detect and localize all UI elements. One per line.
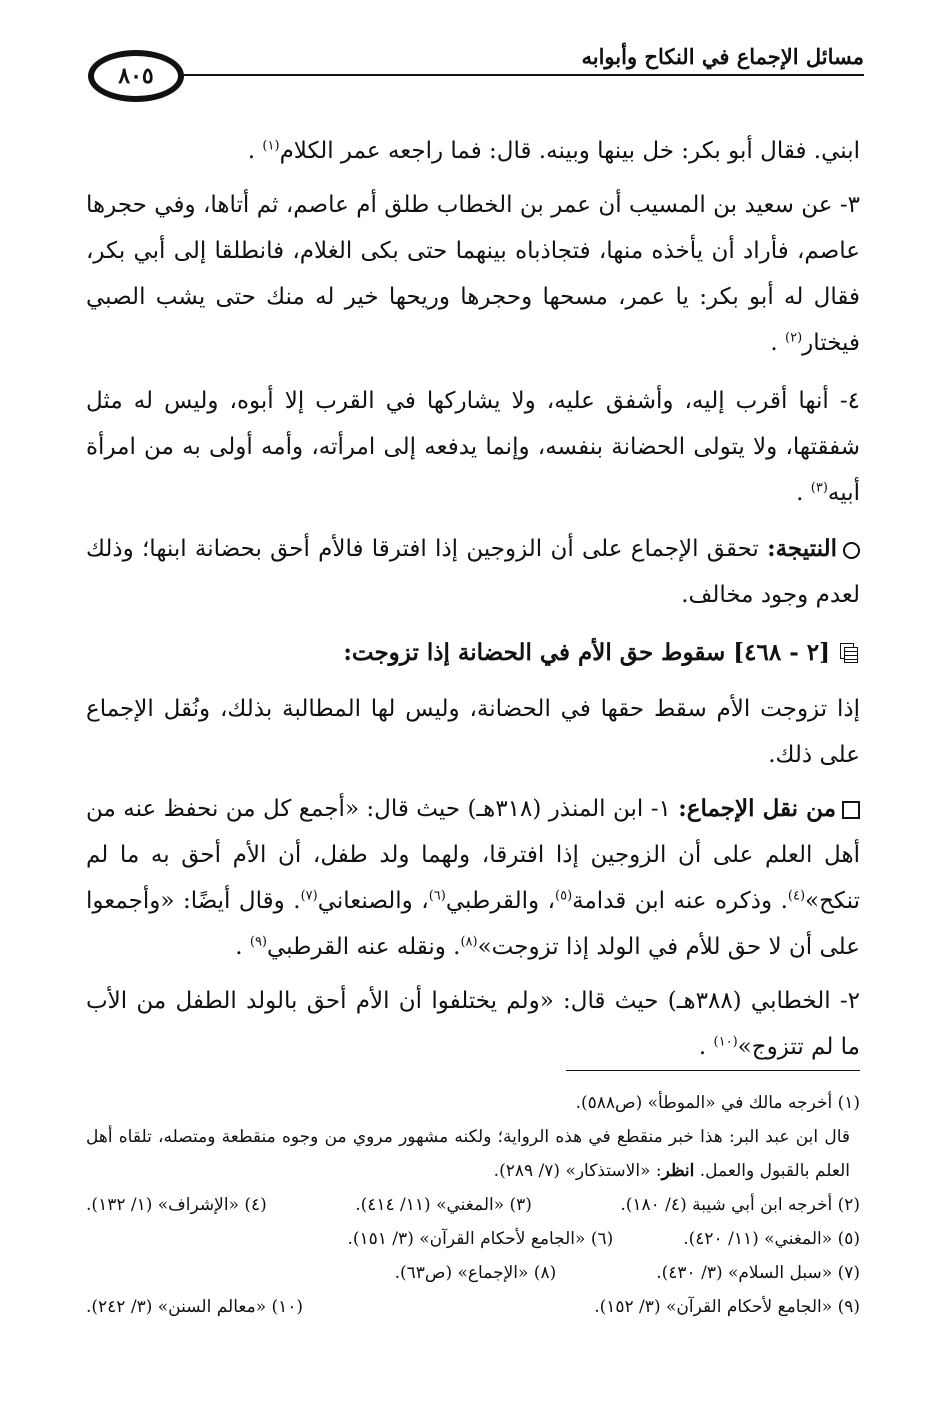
page-number: ٨٠٥: [118, 63, 154, 89]
footnote-ref-4[interactable]: (٤): [787, 888, 806, 904]
footnote-rule: [566, 1070, 860, 1071]
footnote-ref-5[interactable]: (٥): [555, 888, 573, 904]
footnote-row-7-8: [86, 1256, 860, 1290]
circle-bullet-icon: [843, 542, 860, 559]
footnote-2: (٢) أخرجه ابن أبي شيبة (٤/ ١٨٠).: [620, 1195, 860, 1215]
footnote-1-note: قال ابن عبد البر: هذا خبر منقطع في هذه الرواية؛ ولكنه مشهور مروي من وجوه منقطعة ومتصله، تلقاه أهل العلم بالقبول والعمل. انظر: «الاستذكار» (٧/ ٢٨٩).: [86, 1127, 850, 1181]
footnote-8: (٨) «الإجماع» (ص٦٣).: [394, 1263, 557, 1283]
transmitter-2: ٢- الخطابي (٣٨٨هـ) حيث قال: «ولم يختلفوا أن الأم أحق بالولد الطفل من الأب ما لم تتزوج»$^{(١٠)}$ .: [86, 988, 860, 1060]
footnote-4: (٤) «الإشراف» (١/ ١٣٢).: [86, 1195, 267, 1215]
footnotes: [86, 1086, 860, 1324]
square-bullet-icon: [842, 801, 860, 819]
footnote-ref-8[interactable]: (٨): [460, 934, 478, 950]
footnote-5: (٥) «المغني» (١١/ ٤٢٠).: [683, 1229, 860, 1249]
result-label: النتيجة:: [767, 535, 837, 562]
result-paragraph: النتيجة: تحقق الإجماع على أن الزوجين إذا افترقا فالأم أحق بحضانة ابنها؛ وذلك لعدم وجود مخالف.: [86, 535, 860, 608]
footnote-ref-7[interactable]: (٧): [300, 888, 318, 904]
paragraph-3: ٣- عن سعيد بن المسيب أن عمر بن الخطاب طلق أم عاصم، ثم أتاها، وفي حجرها عاصم، فأراد أن يأخذه منها، فتجاذباه بينهما حتى بكى الغلام، فانطلقا إلى أبي بكر، فقال له أبو بكر: يا عمر، مسحها وحجرها وريحها خير له منك حتى يشب الصبي فيختار$^{(٢)}$ .: [86, 192, 860, 356]
footnote-ref-10[interactable]: (١٠): [713, 1034, 738, 1050]
header-rule: [178, 74, 864, 76]
see-label: انظر: [661, 1161, 695, 1181]
footnote-6: (٦) «الجامع لأحكام القرآن» (٣/ ١٥١).: [347, 1229, 614, 1249]
footnote-ref-6[interactable]: (٦): [428, 888, 446, 904]
transmitter-1: من نقل الإجماع: ١- ابن المنذر (٣١٨هـ) حيث قال: «أجمع كل من نحفظ عنه من أهل العلم على أن الزوجين إذا افترقا، ولهما ولد طفل، أن الأم أحق به ما لم تنكح»$^{(٤)}$. وذكره عنه ابن قدامة$^{(٥)}$، والقرطبي$^{(٦)}$، والصنعاني$^{(٧)}$. وقال أيضًا: «وأجمعوا على أن لا حق للأم في الولد إذا تزوجت»$^{(٨)}$. ونقله عنه القرطبي$^{(٩)}$ .: [86, 795, 860, 960]
footnote-7: (٧) «سبل السلام» (٣/ ٤٣٠).: [656, 1263, 860, 1283]
footnote-1: (١) أخرجه مالك في «الموطأ» (ص٥٨٨).: [575, 1093, 860, 1113]
running-header-title: مسائل الإجماع في النكاح وأبوابه: [581, 44, 864, 69]
footnote-ref-9[interactable]: (٩): [249, 934, 267, 950]
document-icon: [840, 643, 860, 665]
footnote-ref-2[interactable]: (٢): [785, 330, 803, 346]
page-number-badge: [88, 50, 184, 102]
footnote-row-9-10: [86, 1290, 860, 1324]
section-intro: إذا تزوجت الأم سقط حقها في الحضانة، وليس لها المطالبة بذلك، ونُقل الإجماع على ذلك.: [86, 696, 860, 768]
footnote-row-2-4: [86, 1188, 860, 1222]
footnote-3: (٣) «المغني» (١١/ ٤١٤).: [355, 1195, 532, 1215]
paragraph-1: ابني. فقال أبو بكر: خل بينها وبينه. قال: فما راجعه عمر الكلام$^{(١)}$ .: [247, 138, 860, 164]
transmitters-label: من نقل الإجماع:: [678, 795, 837, 822]
footnote-9: (٩) «الجامع لأحكام القرآن» (٣/ ١٥٢).: [594, 1297, 860, 1317]
footnote-ref-3[interactable]: (٣): [810, 480, 828, 496]
paragraph-4: ٤- أنها أقرب إليه، وأشفق عليه، ولا يشاركها في القرب إلا أبوه، وليس له مثل شفقتها، ولا يتولى الحضانة بنفسه، وإنما يدفعه إلى امرأته، وأمه أولى به من امرأة أبيه$^{(٣)}$ .: [86, 388, 860, 506]
section-heading: [٢ - ٤٦٨] سقوط حق الأم في الحضانة إذا تزوجت:: [86, 630, 860, 676]
main-text: [86, 128, 860, 1070]
footnote-10: (١٠) «معالم السنن» (٣/ ٢٤٢).: [86, 1297, 304, 1317]
footnote-ref-1[interactable]: (١): [262, 138, 280, 154]
footnote-row-5-6: [86, 1222, 860, 1256]
